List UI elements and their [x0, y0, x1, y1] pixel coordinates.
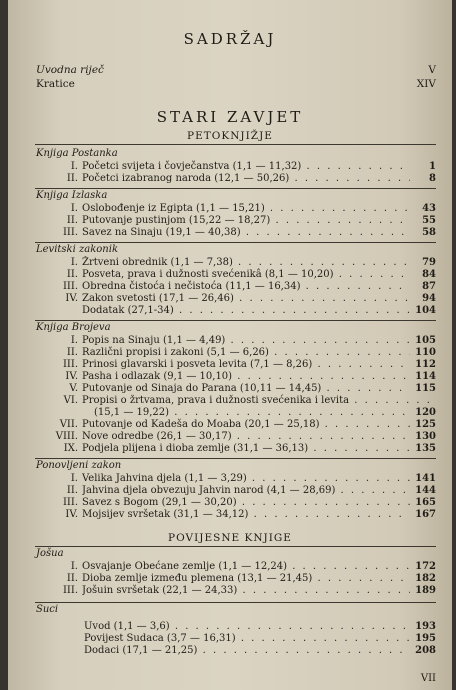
toc-entry	[30, 172, 436, 185]
entry-text: Jošuin svršetak (22,1 — 24,33) . . .	[82, 584, 410, 597]
book-title: Ponovljeni zakon	[36, 460, 122, 471]
section-title: PETOKNJIŽJE	[187, 130, 273, 142]
entry-text: Žrtveni obrednik (1,1 — 7,38) . . .	[82, 256, 410, 269]
toc-entry	[30, 304, 436, 317]
entry-page: 1	[429, 161, 436, 172]
entry-page: 55	[422, 215, 436, 226]
entry-page: 167	[415, 509, 436, 520]
entry-text: Pasha i odlazak (9,1 — 10,10) . . .	[82, 370, 410, 383]
entry-number: VI.	[63, 395, 78, 406]
entry-text: Putovanje pustinjom (15,22 — 18,27) . . .	[82, 214, 410, 227]
entry-text: Dodaci (17,1 — 21,25) . . .	[84, 644, 410, 657]
entry-page: 120	[415, 407, 436, 418]
intro-page: XIV	[416, 78, 436, 90]
entry-number: I.	[70, 335, 78, 346]
intro-label: Uvodna riječ	[36, 64, 104, 76]
entry-page: 165	[415, 497, 436, 508]
entry-page: 141	[415, 473, 436, 484]
entry-number: IV.	[65, 293, 78, 304]
entry-number: VII.	[59, 419, 78, 430]
intro-label: Kratice	[36, 78, 75, 90]
entry-text: Posveta, prava i dužnosti svećenikâ (8,1 — 10,20) . . .	[82, 268, 410, 281]
book-title: Knjiga Izlaska	[36, 190, 108, 201]
book-title: Knjiga Brojeva	[36, 322, 111, 333]
entry-page: 208	[415, 645, 436, 656]
entry-number: I.	[70, 203, 78, 214]
entry-page: 182	[415, 573, 436, 584]
book-title: Suci	[36, 604, 59, 615]
toc-entry	[30, 226, 436, 239]
entry-text: Nove odredbe (26,1 — 30,17) . . .	[82, 430, 410, 443]
entry-text: Velika Jahvina djela (1,1 — 3,29) . . .	[82, 472, 410, 485]
entry-text: Dodatak (27,1-34) . . .	[82, 304, 410, 317]
entry-number: II.	[66, 173, 78, 184]
toc-entry	[30, 584, 436, 597]
entry-number: IX.	[63, 443, 78, 454]
entry-text: Propisi o žrtvama, prava i dužnosti svećenika i levita . . .	[82, 394, 436, 407]
entry-number: III.	[62, 359, 78, 370]
entry-page: 193	[415, 621, 436, 632]
entry-text: Putovanje od Kadeša do Moaba (20,1 — 25,18) . . .	[82, 418, 410, 431]
entry-number: II.	[66, 269, 78, 280]
entry-text: Početci izabranog naroda (12,1 — 50,26) . . .	[82, 172, 410, 185]
entry-page: 110	[415, 347, 436, 358]
entry-number: IV.	[65, 371, 78, 382]
entry-text: Dioba zemlje između plemena (13,1 — 21,45) . . .	[82, 572, 410, 585]
entry-page: 84	[422, 269, 436, 280]
divider	[35, 188, 436, 189]
intro-row	[36, 78, 436, 90]
entry-text: Početci svijeta i čovječanstva (1,1 — 11,32) . . .	[82, 160, 410, 173]
entry-page: 115	[415, 383, 436, 394]
section-title: POVIJESNE KNJIGE	[168, 532, 292, 544]
entry-text: Uvod (1,1 — 3,6) . . .	[84, 620, 410, 633]
entry-page: 112	[415, 359, 436, 370]
entry-page: 189	[415, 585, 436, 596]
book-title: Jošua	[36, 548, 64, 559]
entry-number: I.	[70, 161, 78, 172]
divider	[35, 546, 436, 547]
entry-text: Prinosi glavarski i posveta levita (7,1 — 8,26) . . .	[82, 358, 410, 371]
entry-page: 130	[415, 431, 436, 442]
divider	[35, 320, 436, 321]
entry-page: 79	[422, 257, 436, 268]
entry-page: 43	[422, 203, 436, 214]
entry-text: Obredna čistoća i nečistoća (11,1 — 16,34) . . .	[82, 280, 410, 293]
entry-page: 135	[415, 443, 436, 454]
divider	[35, 602, 436, 603]
entry-number: V.	[69, 383, 78, 394]
entry-text: Savez s Bogom (29,1 — 30,20) . . .	[82, 496, 410, 509]
entry-number: III.	[62, 227, 78, 238]
entry-number: III.	[62, 281, 78, 292]
divider	[35, 242, 436, 243]
book-title: Levitski zakonik	[36, 244, 119, 255]
toc-entry	[30, 442, 436, 455]
entry-text: Različni propisi i zakoni (5,1 — 6,26) . . .	[82, 346, 410, 359]
testament-title: STARI ZAVJET	[156, 108, 304, 126]
toc-entry	[30, 644, 436, 657]
entry-number: I.	[70, 561, 78, 572]
entry-number: VIII.	[55, 431, 78, 442]
entry-text: Putovanje od Sinaja do Parana (10,11 — 14,45) . . .	[82, 382, 410, 395]
entry-number: I.	[70, 473, 78, 484]
entry-page: 105	[415, 335, 436, 346]
page-number: VII	[420, 673, 436, 684]
entry-number: II.	[66, 347, 78, 358]
entry-number: III.	[62, 585, 78, 596]
divider	[35, 458, 436, 459]
entry-number: II.	[66, 215, 78, 226]
entry-number: II.	[66, 573, 78, 584]
entry-text: Savez na Sinaju (19,1 — 40,38) . . .	[82, 226, 410, 239]
book-page	[8, 0, 452, 690]
entry-number: IV.	[65, 509, 78, 520]
entry-text: Povijest Sudaca (3,7 — 16,31) . . .	[84, 632, 410, 645]
intro-row	[36, 64, 436, 76]
entry-text: Oslobođenje iz Egipta (1,1 — 15,21) . . .	[82, 202, 410, 215]
entry-page: 8	[429, 173, 436, 184]
entry-page: 114	[415, 371, 436, 382]
entry-number: I.	[70, 257, 78, 268]
entry-page: 195	[415, 633, 436, 644]
entry-page: 94	[422, 293, 436, 304]
book-title: Knjiga Postanka	[36, 148, 118, 159]
entry-page: 104	[415, 305, 436, 316]
entry-text: Zakon svetosti (17,1 — 26,46) . . .	[82, 292, 410, 305]
intro-page: V	[428, 64, 436, 76]
contents-title: SADRŽAJ	[183, 30, 277, 48]
entry-text: (15,1 — 19,22) . . .	[94, 406, 410, 419]
entry-page: 144	[415, 485, 436, 496]
entry-page: 172	[415, 561, 436, 572]
entry-page: 58	[422, 227, 436, 238]
entry-text: Mojsijev svršetak (31,1 — 34,12) . . .	[82, 508, 410, 521]
entry-page: 125	[415, 419, 436, 430]
entry-text: Popis na Sinaju (1,1 — 4,49) . . .	[82, 334, 410, 347]
entry-text: Podjela plijena i dioba zemlje (31,1 — 36,13) . . .	[82, 442, 410, 455]
entry-number: III.	[62, 497, 78, 508]
entry-text: Osvajanje Obećane zemlje (1,1 — 12,24) . . .	[82, 560, 410, 573]
entry-page: 87	[422, 281, 436, 292]
divider	[35, 144, 436, 145]
entry-number: II.	[66, 485, 78, 496]
entry-text: Jahvina djela obvezuju Jahvin narod (4,1 — 28,69) . . .	[82, 484, 410, 497]
toc-entry	[30, 508, 436, 521]
